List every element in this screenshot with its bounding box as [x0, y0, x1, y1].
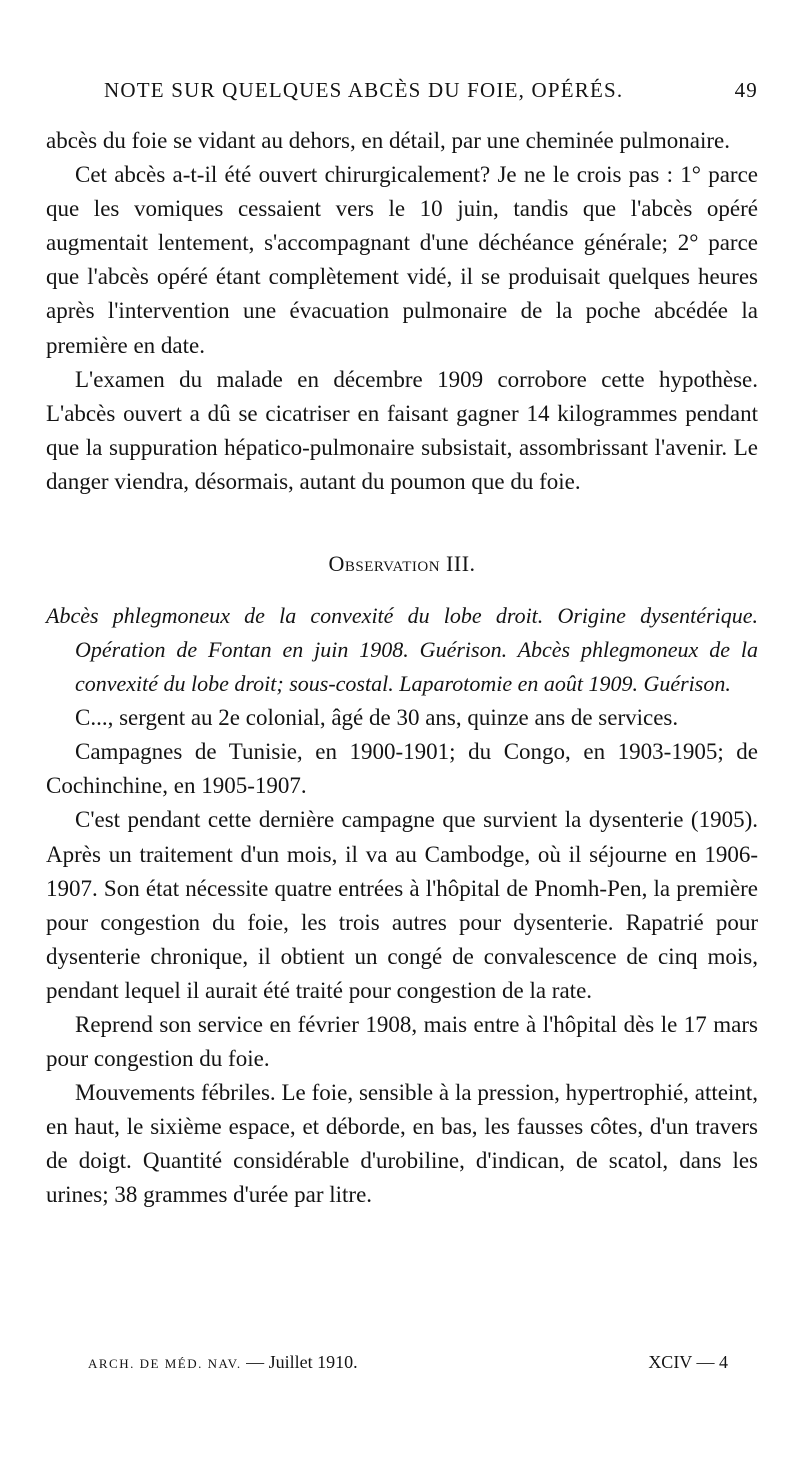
page-number: 49: [734, 78, 758, 102]
footer-signature: XCIV — 4: [648, 1352, 728, 1372]
footer-citation: [88, 1352, 358, 1373]
paragraph: Reprend son service en février 1908, mais entre à l'hôpital dès le 17 mars pour congestion du foie.: [46, 1011, 758, 1072]
observation-label: Observation: [328, 551, 441, 577]
section-heading: [46, 547, 758, 581]
paragraph: abcès du foie se vidant au dehors, en détail, par une cheminée pulmonaire.: [46, 128, 730, 153]
paragraph: Campagnes de Tunisie, en 1900-1901; du Congo, en 1903-1905; de Cochinchine, en 1905-1907.: [46, 739, 758, 799]
paragraph: Mouvements fébriles. Le foie, sensible à la pression, hypertrophié, atteint, en haut, le sixième espace, et déborde, en bas, les fausses côtes, d'un travers de doigt. Quantité considérable d'urobiline, d'indican, de scatol, dans les urines; 38 grammes d'urée par litre.: [46, 1080, 758, 1208]
footer-date: — Juillet 1910.: [246, 1352, 358, 1372]
running-header: [46, 78, 758, 106]
footer-journal: ARCH. DE MÉD. NAV.: [88, 1356, 242, 1371]
body-text: [46, 124, 758, 1213]
case-summary: Abcès phlegmoneux de la convexité du lobe droit. Origine dysentérique. Opération de Fontan en juin 1908. Guérison. Abcès phlegmoneux de la convexité du lobe droit; sous-costal. Laparotomie en août 1909. Guérison.: [46, 603, 758, 697]
paragraph: Cet abcès a-t-il été ouvert chirurgicalement? Je ne le crois pas : 1° parce que les vomiques cessaient vers le 10 juin, tandis que l'abcès opéré augmentait lentement, s'accompagnant d'une déchéance générale; 2° parce que l'abcès opéré étant complètement vidé, il se produisait quelques heures après l'intervention une évacuation pulmonaire de la poche abcédée la première en date.: [46, 162, 758, 358]
running-title: NOTE SUR QUELQUES ABCÈS DU FOIE, OPÉRÉS.: [104, 78, 624, 102]
paragraph: C..., sergent au 2e colonial, âgé de 30 ans, quinze ans de services.: [75, 705, 679, 731]
paragraph: L'examen du malade en décembre 1909 corrobore cette hypothèse. L'abcès ouvert a dû se cicatriser en faisant gagner 14 kilogrammes pendant que la suppuration hépatico-pulmonaire subsistait, assombrissant l'avenir. Le danger viendra, désormais, autant du poumon que du foie.: [46, 366, 758, 494]
paragraph: C'est pendant cette dernière campagne que survient la dysenterie (1905). Après un traitement d'un mois, il va au Cambodge, où il séjourne en 1906-1907. Son état nécessite quatre entrées à l'hôpital de Pnomh-Pen, la première pour congestion du foie, les trois autres pour dysenterie. Rapatrié pour dysenterie chronique, il obtient un congé de convalescence de cinq mois, pendant lequel il aurait été traité pour congestion de la rate.: [46, 807, 758, 1003]
observation-number: III.: [446, 551, 476, 577]
